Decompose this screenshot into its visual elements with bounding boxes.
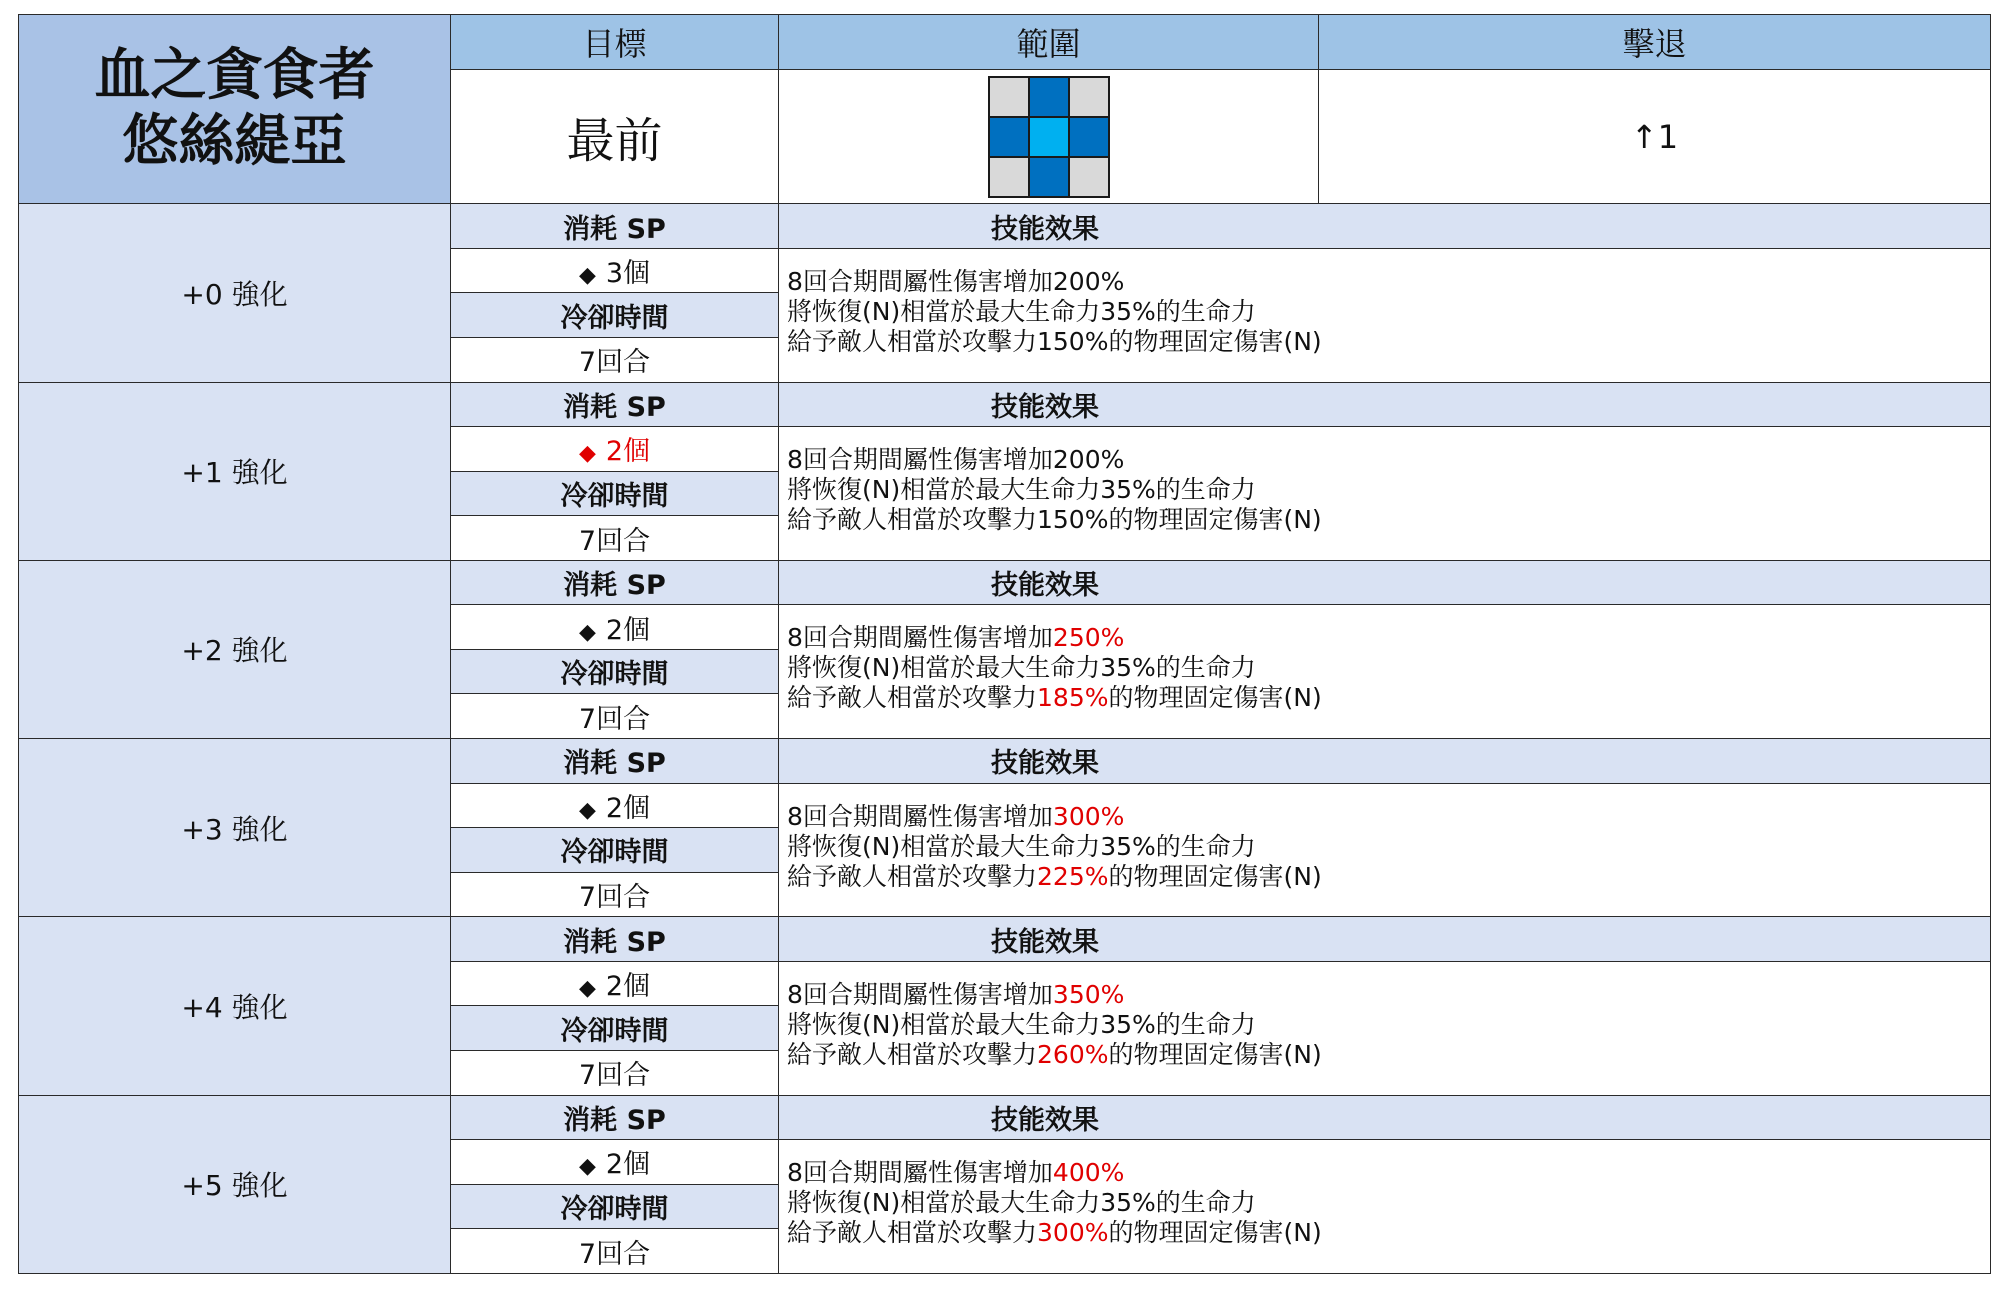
sp-cost-amount: 2個 xyxy=(605,436,651,468)
range-cell-empty xyxy=(989,157,1029,197)
effect-text: 將恢復(N)相當於最大生命力35%的生命力 xyxy=(787,1009,1256,1039)
effect-highlight: 225% xyxy=(1037,861,1109,891)
cooldown-value: 7回合 xyxy=(451,694,779,739)
cooldown-value: 7回合 xyxy=(451,516,779,561)
skill-effect-label: 技能效果 xyxy=(779,204,1991,249)
range-cell-center xyxy=(1029,117,1069,157)
effect-highlight: 350% xyxy=(1052,979,1125,1009)
range-cell-empty xyxy=(1069,157,1109,197)
effect-text: 給予敵人相當於攻擊力 xyxy=(787,683,1038,713)
effect-line xyxy=(787,623,1990,653)
effect-line xyxy=(787,653,1990,683)
sp-cost-amount: 2個 xyxy=(605,1149,651,1181)
effect-text: 將恢復(N)相當於最大生命力35%的生命力 xyxy=(787,653,1256,683)
level-label: +0 強化 xyxy=(19,204,451,382)
effect-text: 的物理固定傷害(N) xyxy=(1108,683,1322,713)
effect-text: 給予敵人相當於攻擊力150%的物理固定傷害(N) xyxy=(787,505,1322,535)
skill-effect-text xyxy=(779,605,1991,739)
effect-highlight: 260% xyxy=(1037,1039,1109,1069)
effect-text: 將恢復(N)相當於最大生命力35%的生命力 xyxy=(787,1188,1256,1218)
effect-text: 給予敵人相當於攻擊力 xyxy=(787,1039,1038,1069)
effect-text: 的物理固定傷害(N) xyxy=(1108,1218,1322,1248)
range-cell-area xyxy=(1029,77,1069,117)
sp-cost-value xyxy=(451,427,779,472)
effect-line xyxy=(787,862,1990,892)
cooldown-value: 7回合 xyxy=(451,1050,779,1095)
level-row-sp-label xyxy=(19,204,1991,249)
range-cell xyxy=(779,70,1319,204)
effect-text: 給予敵人相當於攻擊力 xyxy=(787,1218,1038,1248)
skill-name-line2: 悠絲緹亞 xyxy=(122,109,347,175)
range-header: 範圍 xyxy=(779,15,1319,70)
cooldown-value: 7回合 xyxy=(451,872,779,917)
range-grid xyxy=(988,76,1110,198)
range-grid-svg xyxy=(988,76,1110,198)
cooldown-value: 7回合 xyxy=(451,1229,779,1274)
effect-text: 8回合期間屬性傷害增加200% xyxy=(787,266,1125,296)
effect-line xyxy=(787,1158,1990,1188)
effect-line xyxy=(787,832,1990,862)
range-cell-empty xyxy=(989,77,1029,117)
sp-cost-value xyxy=(451,783,779,828)
knockback-value: ↑1 xyxy=(1319,70,1991,204)
effect-line xyxy=(787,802,1990,832)
sp-cost-value xyxy=(451,248,779,293)
skill-effect-text xyxy=(779,1140,1991,1274)
level-label: +3 強化 xyxy=(19,739,451,917)
effect-text: 的物理固定傷害(N) xyxy=(1108,861,1322,891)
diamond-icon: ◆ xyxy=(578,441,596,467)
sp-cost-amount: 2個 xyxy=(605,792,651,824)
effect-text: 8回合期間屬性傷害增加 xyxy=(787,979,1053,1009)
knockback-header: 擊退 xyxy=(1319,15,1991,70)
skill-effect-text xyxy=(779,248,1991,382)
skill-effect-label: 技能效果 xyxy=(779,382,1991,427)
skill-name-cell xyxy=(19,15,451,204)
effect-line xyxy=(787,445,1990,475)
range-cell-area xyxy=(1029,157,1069,197)
target-value: 最前 xyxy=(451,70,779,204)
effect-highlight: 250% xyxy=(1052,623,1125,653)
skill-effect-label: 技能效果 xyxy=(779,739,1991,784)
sp-cost-value xyxy=(451,605,779,650)
level-row-sp-label xyxy=(19,739,1991,784)
cooldown-label: 冷卻時間 xyxy=(451,1006,779,1051)
effect-text: 給予敵人相當於攻擊力150%的物理固定傷害(N) xyxy=(787,326,1322,356)
sp-cost-label: 消耗 SP xyxy=(451,917,779,962)
cooldown-label: 冷卻時間 xyxy=(451,828,779,873)
cooldown-label: 冷卻時間 xyxy=(451,649,779,694)
level-label: +5 強化 xyxy=(19,1095,451,1273)
skill-name-line1: 血之貪食者 xyxy=(94,43,375,109)
level-row-sp-label xyxy=(19,560,1991,605)
diamond-icon: ◆ xyxy=(578,976,596,1002)
range-cell-empty xyxy=(1069,77,1109,117)
skill-effect-label: 技能效果 xyxy=(779,560,1991,605)
effect-text: 給予敵人相當於攻擊力 xyxy=(787,861,1038,891)
effect-text: 8回合期間屬性傷害增加 xyxy=(787,1158,1053,1188)
level-row-sp-label xyxy=(19,917,1991,962)
effect-line xyxy=(787,505,1990,535)
level-label: +1 強化 xyxy=(19,382,451,560)
effect-line xyxy=(787,1010,1990,1040)
effect-line xyxy=(787,980,1990,1010)
skill-effect-label: 技能效果 xyxy=(779,1095,1991,1140)
effect-text: 的物理固定傷害(N) xyxy=(1108,1039,1322,1069)
effect-highlight: 300% xyxy=(1037,1218,1109,1248)
cooldown-value: 7回合 xyxy=(451,337,779,382)
sp-cost-amount: 3個 xyxy=(605,258,651,290)
effect-line xyxy=(787,327,1990,357)
effect-text: 將恢復(N)相當於最大生命力35%的生命力 xyxy=(787,475,1256,505)
effect-highlight: 300% xyxy=(1052,801,1125,831)
sp-cost-label: 消耗 SP xyxy=(451,560,779,605)
sp-cost-label: 消耗 SP xyxy=(451,382,779,427)
effect-line xyxy=(787,297,1990,327)
effect-text: 將恢復(N)相當於最大生命力35%的生命力 xyxy=(787,296,1256,326)
skill-effect-text xyxy=(779,961,1991,1095)
cooldown-label: 冷卻時間 xyxy=(451,1184,779,1229)
sp-cost-amount: 2個 xyxy=(605,614,651,646)
level-row-sp-label xyxy=(19,382,1991,427)
skill-effect-label: 技能效果 xyxy=(779,917,1991,962)
sp-cost-value xyxy=(451,961,779,1006)
sp-cost-label: 消耗 SP xyxy=(451,1095,779,1140)
effect-text: 8回合期間屬性傷害增加 xyxy=(787,623,1053,653)
effect-highlight: 400% xyxy=(1052,1158,1125,1188)
sp-cost-value xyxy=(451,1140,779,1185)
effect-line xyxy=(787,683,1990,713)
level-label: +4 強化 xyxy=(19,917,451,1095)
range-cell-area xyxy=(989,117,1029,157)
effect-line xyxy=(787,1188,1990,1218)
sp-cost-amount: 2個 xyxy=(605,971,651,1003)
skill-effect-text xyxy=(779,427,1991,561)
level-row-sp-label xyxy=(19,1095,1991,1140)
header-row xyxy=(19,15,1991,70)
sp-cost-label: 消耗 SP xyxy=(451,204,779,249)
sp-cost-label: 消耗 SP xyxy=(451,739,779,784)
level-label: +2 強化 xyxy=(19,560,451,738)
target-header: 目標 xyxy=(451,15,779,70)
diamond-icon: ◆ xyxy=(578,1154,596,1180)
diamond-icon: ◆ xyxy=(578,619,596,645)
cooldown-label: 冷卻時間 xyxy=(451,293,779,338)
effect-line xyxy=(787,1218,1990,1248)
effect-line xyxy=(787,475,1990,505)
effect-text: 8回合期間屬性傷害增加200% xyxy=(787,445,1125,475)
effect-highlight: 185% xyxy=(1037,683,1109,713)
skill-table xyxy=(18,14,1991,1274)
effect-text: 將恢復(N)相當於最大生命力35%的生命力 xyxy=(787,831,1256,861)
diamond-icon: ◆ xyxy=(578,797,596,823)
cooldown-label: 冷卻時間 xyxy=(451,471,779,516)
diamond-icon: ◆ xyxy=(578,263,596,289)
effect-line xyxy=(787,267,1990,297)
effect-text: 8回合期間屬性傷害增加 xyxy=(787,801,1053,831)
effect-line xyxy=(787,1040,1990,1070)
skill-effect-text xyxy=(779,783,1991,917)
range-cell-area xyxy=(1069,117,1109,157)
